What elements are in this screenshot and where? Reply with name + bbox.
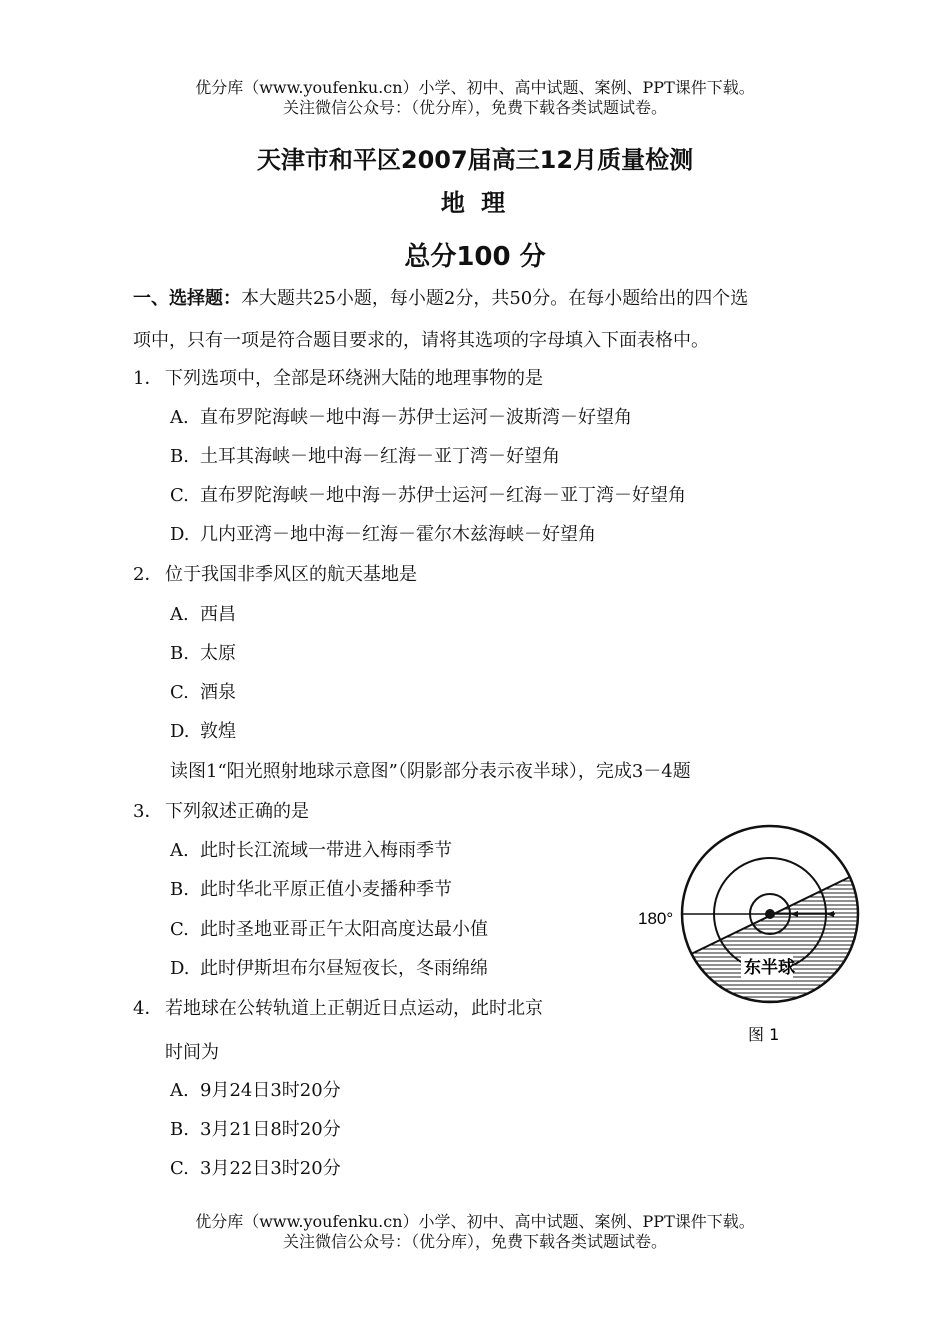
option-text: 西昌 [200,604,236,625]
section-intro-line-1 [133,287,748,311]
option-label: A. [170,407,189,428]
total-score: 总分100 分 [404,242,546,272]
question-number: 2． [133,564,163,585]
option-label: C. [170,682,189,703]
section-desc-2: 项中，只有一项是符合题目要求的，请将其选项的字母填入下面表格中。 [133,330,709,351]
option-c[interactable] [170,681,236,705]
option-d[interactable] [170,957,488,981]
option-text: 直布罗陀海峡－地中海－苏伊士运河－波斯湾－好望角 [200,407,632,428]
question-text: 位于我国非季风区的航天基地是 [165,564,417,585]
footer-line-1: 优分库（www.youfenku.cn）小学、初中、高中试题、案例、PPT课件下载。 [195,1212,755,1231]
option-text: 3月22日3时20分 [200,1158,341,1179]
reading-instruction: 读图1“阳光照射地球示意图”（阴影部分表示夜半球），完成3－4题 [170,761,691,782]
option-d[interactable] [170,720,236,744]
question-text: 下列选项中，全部是环绕洲大陆的地理事物的是 [165,368,543,389]
hemisphere-label: 东半球 [744,958,795,978]
option-label: D. [170,958,190,979]
option-label: B. [170,1119,189,1140]
figure-caption: 图 1 [748,1025,780,1044]
longitude-label: 180° [638,909,674,928]
earth-illumination-diagram [630,820,870,1050]
option-label: D. [170,721,190,742]
option-label: B. [170,643,189,664]
option-b[interactable] [170,1118,341,1142]
option-c[interactable] [170,918,488,942]
option-text: 酒泉 [200,682,236,703]
header-line-2: 关注微信公众号：（优分库），免费下载各类试题试卷。 [282,98,667,117]
exam-title: 天津市和平区2007届高三12月质量检测 [256,146,694,174]
option-label: C. [170,485,189,506]
question-number: 4． [133,998,163,1019]
header-line-1: 优分库（www.youfenku.cn）小学、初中、高中试题、案例、PPT课件下载。 [195,78,755,97]
option-label: A. [170,604,189,625]
option-text: 几内亚湾－地中海－红海－霍尔木兹海峡－好望角 [200,524,596,545]
option-text: 此时长江流域一带进入梅雨季节 [200,840,452,861]
option-c[interactable] [170,484,686,508]
option-text: 9月24日3时20分 [200,1080,341,1101]
section-desc-1: 本大题共25小题，每小题2分，共50分。在每小题给出的四个选 [241,288,749,309]
option-text: 3月21日8时20分 [200,1119,341,1140]
option-label: A. [170,1080,189,1101]
question-text: 下列叙述正确的是 [165,801,309,822]
option-a[interactable] [170,1079,341,1103]
option-text: 直布罗陀海峡－地中海－苏伊士运河－红海－亚丁湾－好望角 [200,485,686,506]
question-number: 1． [133,368,163,389]
question-text-continued: 时间为 [165,1042,219,1063]
section-label: 一、选择题： [133,288,241,309]
option-b[interactable] [170,445,560,469]
option-a[interactable] [170,603,236,627]
page-footer [0,1212,950,1252]
option-label: C. [170,919,189,940]
figure-1 [630,820,870,1050]
option-label: A. [170,840,189,861]
option-c[interactable] [170,1157,341,1181]
option-a[interactable] [170,839,452,863]
option-b[interactable] [170,878,452,902]
subject-title: 地 理 [440,189,510,217]
option-b[interactable] [170,642,236,666]
option-label: D. [170,524,190,545]
option-label: B. [170,446,189,467]
option-text: 此时华北平原正值小麦播种季节 [200,879,452,900]
option-text: 此时圣地亚哥正午太阳高度达最小值 [200,919,488,940]
question-text: 若地球在公转轨道上正朝近日点运动，此时北京 [165,998,543,1019]
option-text: 敦煌 [200,721,236,742]
question-number: 3． [133,801,163,822]
north-pole-dot [765,909,775,919]
option-text: 此时伊斯坦布尔昼短夜长，冬雨绵绵 [200,958,488,979]
page-header [0,78,950,118]
option-label: C. [170,1158,189,1179]
option-d[interactable] [170,523,596,547]
option-a[interactable] [170,406,632,430]
option-text: 太原 [200,643,236,664]
footer-line-2: 关注微信公众号：（优分库），免费下载各类试题试卷。 [282,1232,667,1251]
option-text: 土耳其海峡－地中海－红海－亚丁湾－好望角 [200,446,560,467]
option-label: B. [170,879,189,900]
